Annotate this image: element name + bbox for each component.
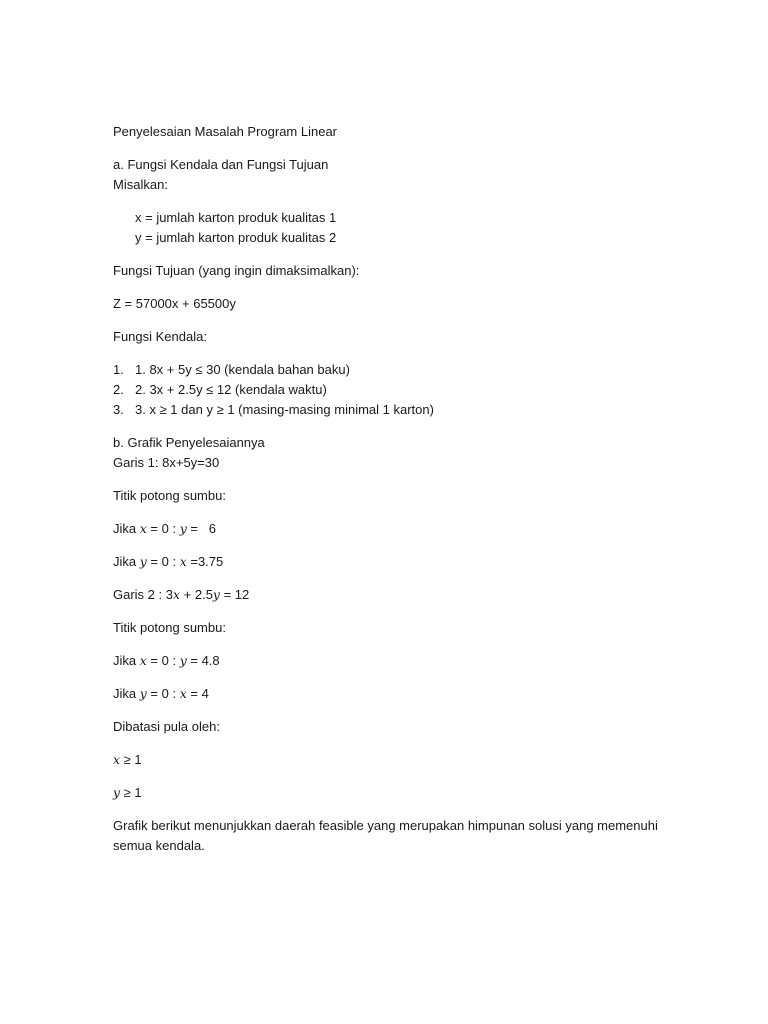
math-variable: y xyxy=(113,785,121,800)
line-1-y-zero xyxy=(113,552,673,572)
text-part: = 0 : xyxy=(146,653,180,668)
objective-function: Z = 57000x + 65500y xyxy=(113,296,236,311)
variable-definitions xyxy=(113,208,673,248)
line-2-y-zero xyxy=(113,684,673,704)
math-variable: x xyxy=(172,587,181,602)
line-2-x-zero xyxy=(113,651,673,671)
section-b-heading: b. Grafik Penyelesaiannya xyxy=(113,435,265,450)
text-part: Jika xyxy=(113,554,140,569)
section-a-heading: a. Fungsi Kendala dan Fungsi Tujuan xyxy=(113,157,329,172)
math-variable: x xyxy=(179,554,187,569)
constraint-item xyxy=(113,380,673,400)
text-part: Jika xyxy=(113,521,140,536)
text-part: Garis 2 : 3 xyxy=(113,587,173,602)
line-1-equation: Garis 1: 8x+5y=30 xyxy=(113,455,220,470)
math-variable: y xyxy=(139,686,147,701)
text-part: = 12 xyxy=(219,587,250,602)
list-number: 2. xyxy=(113,382,124,397)
objective-label: Fungsi Tujuan (yang ingin dimaksimalkan): xyxy=(113,263,360,278)
bounded-label: Dibatasi pula oleh: xyxy=(113,719,220,734)
math-variable: y xyxy=(179,521,187,536)
text-part: = 0 : xyxy=(146,554,180,569)
constraints-list xyxy=(113,360,673,420)
document-title: Penyelesaian Masalah Program Linear xyxy=(113,124,338,139)
text-part: = 0 : xyxy=(146,686,180,701)
math-variable: y xyxy=(212,587,220,602)
bound-x xyxy=(113,750,673,770)
list-number: 1. xyxy=(113,362,124,377)
document-body xyxy=(113,122,673,869)
intercepts-label-1: Titik potong sumbu: xyxy=(113,488,226,503)
closing-paragraph: Grafik berikut menunjukkan daerah feasible yang merupakan himpunan solusi yang memenuhi semua kendala. xyxy=(113,818,662,853)
text-part: = 4 xyxy=(186,686,209,701)
text-part: ≥ 1 xyxy=(120,752,142,767)
text-part: = 6 xyxy=(186,521,217,536)
text-part: = 4.8 xyxy=(186,653,220,668)
math-variable: x xyxy=(139,653,147,668)
text-part: ≥ 1 xyxy=(120,785,142,800)
constraint-item xyxy=(113,400,673,420)
definition-y: y = jumlah karton produk kualitas 2 xyxy=(135,230,337,245)
text-part: =3.75 xyxy=(186,554,224,569)
constraint-text: 3. x ≥ 1 dan y ≥ 1 (masing-masing minimal 1 karton) xyxy=(135,402,434,417)
line-1-x-zero xyxy=(113,519,673,539)
math-variable: x xyxy=(179,686,187,701)
text-part: Jika xyxy=(113,653,140,668)
math-variable: y xyxy=(139,554,147,569)
list-number: 3. xyxy=(113,402,124,417)
text-part: + 2.5 xyxy=(180,587,213,602)
misalkan-label: Misalkan: xyxy=(113,177,168,192)
math-variable: x xyxy=(113,752,121,767)
constraint-item xyxy=(113,360,673,380)
constraint-text: 1. 8x + 5y ≤ 30 (kendala bahan baku) xyxy=(135,362,350,377)
constraints-label: Fungsi Kendala: xyxy=(113,329,207,344)
text-part: = 0 : xyxy=(146,521,180,536)
bound-y xyxy=(113,783,673,803)
line-2-equation xyxy=(113,585,673,605)
constraint-text: 2. 3x + 2.5y ≤ 12 (kendala waktu) xyxy=(135,382,327,397)
math-variable: y xyxy=(179,653,187,668)
math-variable: x xyxy=(139,521,147,536)
text-part: Jika xyxy=(113,686,140,701)
definition-x: x = jumlah karton produk kualitas 1 xyxy=(135,210,337,225)
intercepts-label-2: Titik potong sumbu: xyxy=(113,620,226,635)
